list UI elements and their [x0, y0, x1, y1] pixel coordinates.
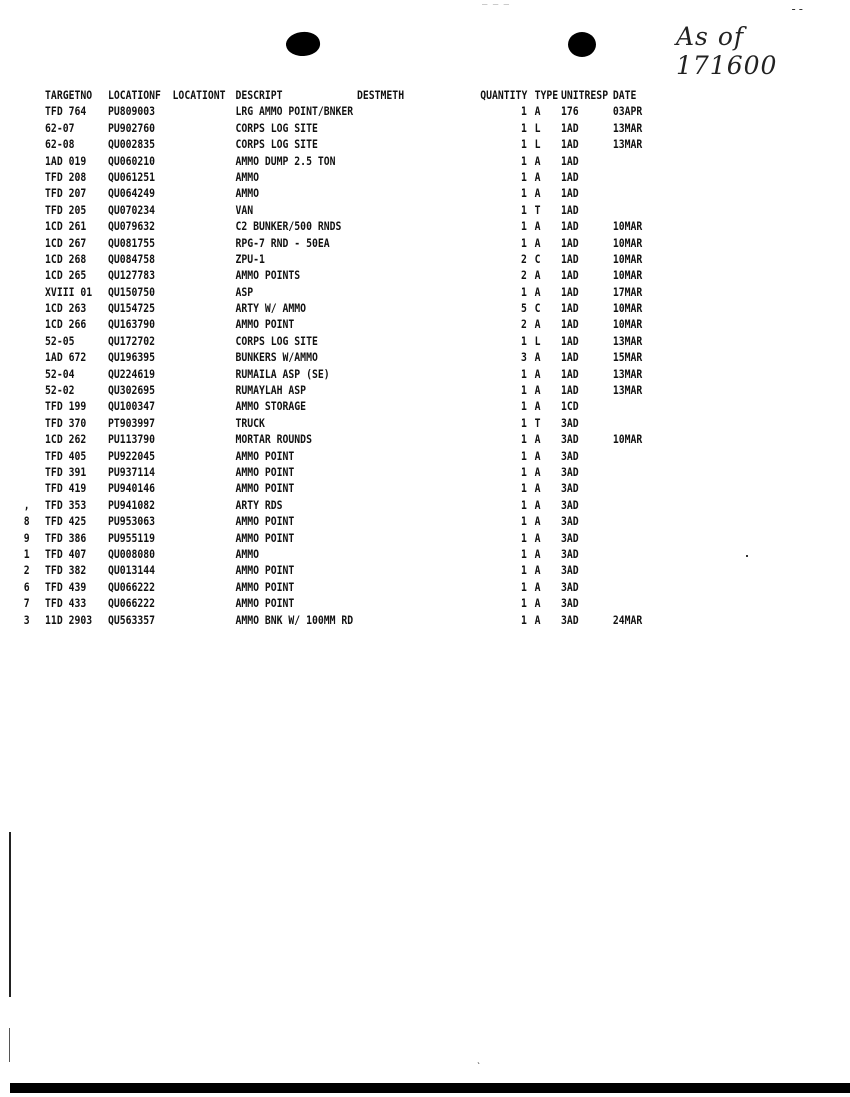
cell-type: A: [534, 448, 541, 463]
cell-descript: AMMO POINT: [235, 317, 295, 332]
table-row: [0, 333, 643, 350]
table-row: [0, 563, 579, 579]
cell-locationf: QU070234: [107, 202, 156, 217]
cell-type: C: [534, 251, 541, 266]
cell-type: T: [534, 415, 541, 430]
cell-targetno: TFD 370: [45, 415, 87, 430]
cell-date: 03APR: [612, 104, 643, 119]
cell-locationf: QU100347: [107, 399, 156, 414]
cell-descript: TRUCK: [235, 415, 265, 430]
cell-unitresp: 3AD: [561, 432, 579, 447]
cell-unitresp: 1AD: [561, 251, 579, 266]
cell-locationf: QU002835: [107, 137, 156, 152]
faint-scan-marks: – – –: [482, 0, 510, 10]
cell-descript: CORPS LOG SITE: [235, 333, 318, 348]
cell-type: L: [534, 120, 541, 135]
cell-targetno: 1CD 267: [45, 235, 87, 250]
row-margin-number: 2: [23, 563, 30, 578]
cell-quantity: 2: [521, 268, 527, 283]
cell-locationf: QU563357: [107, 612, 156, 627]
table-row: [0, 383, 643, 399]
cell-quantity: 1: [521, 120, 527, 135]
cell-unitresp: 3AD: [561, 546, 579, 561]
target-list-table: [0, 88, 643, 629]
cell-locationf: PU113790: [107, 432, 156, 447]
header-locationf: LOCATIONF: [107, 88, 161, 102]
cell-unitresp: 1AD: [561, 219, 579, 234]
cell-descript: AMMO POINT: [235, 448, 295, 463]
cell-locationf: QU154725: [107, 301, 156, 316]
cell-unitresp: 1AD: [561, 366, 579, 381]
cell-unitresp: 1AD: [561, 186, 579, 201]
cell-targetno: 1CD 265: [45, 268, 87, 283]
cell-targetno: 52-05: [45, 333, 75, 348]
cell-quantity: 1: [521, 284, 527, 299]
cell-date: 15MAR: [612, 350, 643, 365]
cell-quantity: 1: [521, 415, 527, 430]
cell-targetno: TFD 386: [45, 530, 87, 545]
cell-locationf: QU060210: [107, 153, 156, 168]
cell-type: A: [534, 546, 541, 561]
header-locationt: LOCATIONT: [172, 88, 226, 102]
cell-quantity: 1: [521, 432, 527, 447]
table-row: [0, 481, 579, 497]
cell-targetno: TFD 205: [45, 202, 87, 217]
cell-locationf: PU940146: [107, 481, 156, 496]
row-margin-number: 7: [23, 596, 30, 611]
cell-date: 10MAR: [612, 317, 643, 332]
cell-descript: AMMO POINT: [235, 464, 295, 479]
table-row: [0, 530, 579, 547]
cell-descript: RUMAILA ASP (SE): [235, 366, 330, 381]
cell-targetno: TFD 764: [45, 104, 87, 119]
cell-quantity: 1: [521, 530, 527, 545]
cell-targetno: 1CD 262: [45, 432, 87, 447]
cell-unitresp: 1CD: [561, 399, 579, 414]
cell-date: 13MAR: [612, 137, 643, 152]
cell-descript: ASP: [235, 284, 254, 299]
cell-type: A: [534, 268, 541, 283]
cell-type: L: [534, 333, 541, 348]
cell-unitresp: 176: [561, 104, 579, 119]
cell-locationf: PU922045: [107, 448, 156, 463]
table-row: [0, 104, 643, 120]
cell-quantity: 1: [521, 448, 527, 463]
cell-type: A: [534, 399, 541, 414]
row-margin-number: 3: [23, 612, 30, 627]
cell-descript: C2 BUNKER/500 RNDS: [235, 219, 342, 234]
cell-locationf: QU084758: [107, 251, 156, 266]
cell-targetno: 1CD 268: [45, 251, 87, 266]
cell-unitresp: 1AD: [561, 153, 579, 168]
cell-type: A: [534, 366, 541, 381]
cell-targetno: TFD 208: [45, 169, 87, 184]
cell-type: A: [534, 481, 541, 496]
cell-targetno: TFD 207: [45, 186, 87, 201]
cell-type: A: [534, 579, 541, 594]
row-margin-number: 6: [23, 579, 30, 594]
cell-date: 10MAR: [612, 235, 643, 250]
cell-quantity: 1: [521, 514, 527, 529]
cell-unitresp: 1AD: [561, 284, 579, 299]
cell-locationf: QU061251: [107, 169, 156, 184]
cell-locationf: QU163790: [107, 317, 156, 332]
tick-mark: ˋ: [476, 1062, 483, 1073]
cell-quantity: 3: [521, 350, 527, 365]
cell-unitresp: 3AD: [561, 481, 579, 496]
margin-line: [9, 832, 11, 997]
cell-locationf: PT903997: [107, 415, 156, 430]
cell-date: 10MAR: [612, 251, 643, 266]
cell-descript: ZPU-1: [235, 251, 265, 266]
table-row: [0, 612, 643, 629]
cell-type: A: [534, 186, 541, 201]
cell-targetno: 52-02: [45, 383, 75, 398]
cell-quantity: 1: [521, 546, 527, 561]
cell-quantity: 1: [521, 219, 527, 234]
header-date: DATE: [612, 88, 637, 102]
table-row: [0, 317, 643, 333]
cell-descript: AMMO POINT: [235, 596, 295, 611]
cell-type: A: [534, 432, 541, 447]
cell-type: A: [534, 612, 541, 627]
cell-quantity: 1: [521, 563, 527, 578]
cell-descript: ARTY W/ AMMO: [235, 301, 307, 316]
cell-quantity: 1: [521, 235, 527, 250]
cell-type: A: [534, 383, 541, 398]
cell-date: 13MAR: [612, 120, 643, 135]
table-row: [0, 514, 579, 530]
table-row: [0, 432, 643, 448]
cell-quantity: 2: [521, 251, 527, 266]
cell-targetno: 52-04: [45, 366, 75, 381]
cell-locationf: PU902760: [107, 120, 156, 135]
cell-unitresp: 3AD: [561, 464, 579, 479]
cell-targetno: TFD 382: [45, 563, 87, 578]
cell-quantity: 1: [521, 481, 527, 496]
cell-type: A: [534, 464, 541, 479]
cell-date: 13MAR: [612, 366, 643, 381]
cell-locationf: PU809003: [107, 104, 156, 119]
cell-descript: AMMO: [235, 546, 259, 561]
cell-descript: AMMO POINT: [235, 530, 295, 545]
cell-unitresp: 3AD: [561, 596, 579, 611]
cell-unitresp: 3AD: [561, 497, 579, 512]
table-row: [0, 137, 643, 153]
cell-targetno: TFD 405: [45, 448, 87, 463]
cell-type: A: [534, 169, 541, 184]
row-margin-number: 1: [23, 546, 30, 561]
cell-locationf: QU302695: [107, 383, 156, 398]
cell-quantity: 1: [521, 186, 527, 201]
cell-targetno: TFD 433: [45, 596, 87, 611]
cell-type: A: [534, 596, 541, 611]
table-row: [0, 497, 579, 514]
cell-locationf: PU953063: [107, 514, 156, 529]
cell-descript: LRG AMMO POINT/BNKER: [235, 104, 354, 119]
top-dashes-mark: --: [790, 2, 805, 16]
cell-locationf: QU064249: [107, 186, 156, 201]
cell-locationf: QU081755: [107, 235, 156, 250]
table-row: [0, 596, 579, 612]
cell-locationf: QU172702: [107, 333, 156, 348]
cell-targetno: TFD 407: [45, 546, 87, 561]
header-targetno: TARGETNO: [45, 88, 93, 102]
cell-targetno: 62-07: [45, 120, 75, 135]
cell-type: A: [534, 497, 541, 512]
cell-targetno: TFD 425: [45, 514, 87, 529]
cell-type: A: [534, 317, 541, 332]
cell-descript: CORPS LOG SITE: [235, 137, 318, 152]
ink-blot-right: [568, 32, 596, 57]
cell-unitresp: 3AD: [561, 579, 579, 594]
table-header-row: [0, 88, 637, 104]
cell-targetno: TFD 353: [45, 497, 87, 512]
table-row: [0, 235, 643, 252]
cell-descript: AMMO POINT: [235, 579, 295, 594]
cell-descript: AMMO POINT: [235, 563, 295, 578]
cell-quantity: 1: [521, 399, 527, 414]
cell-unitresp: 1AD: [561, 137, 579, 152]
table-row: [0, 366, 643, 383]
cell-locationf: PU941082: [107, 497, 156, 512]
cell-locationf: PU955119: [107, 530, 156, 545]
table-row: [0, 301, 643, 317]
cell-quantity: 1: [521, 153, 527, 168]
cell-targetno: TFD 439: [45, 579, 87, 594]
handwritten-annotation: As of 171600: [676, 22, 778, 80]
stray-dot: [746, 555, 748, 557]
cell-date: 24MAR: [612, 612, 643, 627]
cell-descript: RPG-7 RND - 50EA: [235, 235, 330, 250]
row-margin-number: 8: [23, 514, 30, 529]
cell-locationf: QU127783: [107, 268, 156, 283]
cell-descript: AMMO POINT: [235, 514, 295, 529]
table-row: [0, 464, 579, 481]
cell-unitresp: 3AD: [561, 563, 579, 578]
cell-locationf: QU066222: [107, 596, 156, 611]
cell-unitresp: 1AD: [561, 383, 579, 398]
cell-unitresp: 3AD: [561, 514, 579, 529]
cell-type: A: [534, 514, 541, 529]
table-row: [0, 251, 643, 268]
cell-type: A: [534, 153, 541, 168]
cell-unitresp: 1AD: [561, 235, 579, 250]
table-body: [0, 104, 643, 629]
table-row: [0, 219, 643, 235]
table-row: [0, 120, 643, 137]
cell-locationf: QU196395: [107, 350, 156, 365]
cell-quantity: 1: [521, 104, 527, 119]
cell-unitresp: 1AD: [561, 333, 579, 348]
cell-descript: RUMAYLAH ASP: [235, 383, 307, 398]
cell-unitresp: 3AD: [561, 612, 579, 627]
cell-type: A: [534, 235, 541, 250]
cell-quantity: 1: [521, 137, 527, 152]
cell-targetno: 11D 2903: [45, 612, 93, 627]
cell-date: 10MAR: [612, 432, 643, 447]
cell-descript: MORTAR ROUNDS: [235, 432, 312, 447]
cell-locationf: QU013144: [107, 563, 156, 578]
cell-unitresp: 1AD: [561, 317, 579, 332]
cell-date: 17MAR: [612, 284, 643, 299]
cell-quantity: 1: [521, 383, 527, 398]
table-row: [0, 169, 579, 186]
cell-type: A: [534, 284, 541, 299]
cell-type: A: [534, 563, 541, 578]
cell-targetno: 1AD 672: [45, 350, 87, 365]
cell-quantity: 1: [521, 596, 527, 611]
cell-descript: AMMO DUMP 2.5 TON: [235, 153, 336, 168]
cell-descript: AMMO: [235, 169, 259, 184]
cell-date: 10MAR: [612, 301, 643, 316]
row-margin-number: 9: [23, 530, 30, 545]
table-row: [0, 284, 643, 301]
cell-unitresp: 1AD: [561, 202, 579, 217]
cell-unitresp: 3AD: [561, 415, 579, 430]
cell-quantity: 2: [521, 317, 527, 332]
cell-descript: VAN: [235, 202, 254, 217]
header-type: TYPE: [534, 88, 559, 102]
cell-date: 13MAR: [612, 333, 643, 348]
table-row: [0, 153, 579, 170]
ink-blot-left: [284, 30, 321, 58]
cell-unitresp: 3AD: [561, 530, 579, 545]
cell-quantity: 1: [521, 333, 527, 348]
cell-quantity: 1: [521, 497, 527, 512]
header-destmeth: DESTMETH: [357, 88, 405, 102]
cell-descript: ARTY RDS: [235, 497, 283, 512]
cell-descript: AMMO: [235, 186, 259, 201]
cell-date: 13MAR: [612, 383, 643, 398]
cell-unitresp: 1AD: [561, 350, 579, 365]
cell-locationf: QU079632: [107, 219, 156, 234]
cell-targetno: TFD 419: [45, 481, 87, 496]
cell-quantity: 1: [521, 366, 527, 381]
cell-type: A: [534, 350, 541, 365]
table-row: [0, 415, 579, 432]
cell-descript: AMMO STORAGE: [235, 399, 307, 414]
cell-descript: AMMO POINTS: [235, 268, 301, 283]
cell-type: C: [534, 301, 541, 316]
cell-locationf: QU150750: [107, 284, 156, 299]
cell-type: A: [534, 530, 541, 545]
cell-descript: AMMO BNK W/ 100MM RD: [235, 612, 354, 627]
table-row: [0, 546, 579, 563]
cell-targetno: 1CD 263: [45, 301, 87, 316]
cell-unitresp: 3AD: [561, 448, 579, 463]
cell-type: L: [534, 137, 541, 152]
cell-descript: CORPS LOG SITE: [235, 120, 318, 135]
cell-targetno: TFD 391: [45, 464, 87, 479]
cell-type: A: [534, 104, 541, 119]
cell-date: 10MAR: [612, 268, 643, 283]
cell-descript: AMMO POINT: [235, 481, 295, 496]
table-row: [0, 399, 579, 415]
cell-locationf: PU937114: [107, 464, 156, 479]
cell-quantity: 1: [521, 202, 527, 217]
header-quantity: QUANTITY: [480, 88, 528, 102]
cell-unitresp: 1AD: [561, 169, 579, 184]
cell-locationf: QU224619: [107, 366, 156, 381]
scan-bottom-edge: [10, 1083, 850, 1093]
cell-quantity: 1: [521, 579, 527, 594]
header-unitresp: UNITRESP: [561, 88, 609, 102]
cell-targetno: TFD 199: [45, 399, 87, 414]
cell-type: A: [534, 219, 541, 234]
cell-targetno: 1CD 261: [45, 219, 87, 234]
cell-descript: BUNKERS W/AMMO: [235, 350, 318, 365]
cell-locationf: QU008080: [107, 546, 156, 561]
cell-targetno: 62-08: [45, 137, 75, 152]
cell-date: 10MAR: [612, 219, 643, 234]
cell-quantity: 1: [521, 464, 527, 479]
table-row: [0, 186, 579, 202]
row-margin-number: ,: [23, 497, 30, 512]
cell-unitresp: 1AD: [561, 120, 579, 135]
cell-unitresp: 1AD: [561, 301, 579, 316]
margin-line-lower: [9, 1028, 10, 1062]
table-row: [0, 268, 643, 284]
table-row: [0, 579, 579, 596]
cell-locationf: QU066222: [107, 579, 156, 594]
cell-type: T: [534, 202, 541, 217]
cell-quantity: 5: [521, 301, 527, 316]
cell-quantity: 1: [521, 612, 527, 627]
table-row: [0, 448, 579, 465]
header-descript: DESCRIPT: [235, 88, 283, 102]
cell-targetno: 1CD 266: [45, 317, 87, 332]
cell-unitresp: 1AD: [561, 268, 579, 283]
table-row: [0, 350, 643, 366]
table-row: [0, 202, 579, 219]
cell-quantity: 1: [521, 169, 527, 184]
cell-targetno: XVIII 01: [45, 284, 93, 299]
cell-targetno: 1AD 019: [45, 153, 87, 168]
